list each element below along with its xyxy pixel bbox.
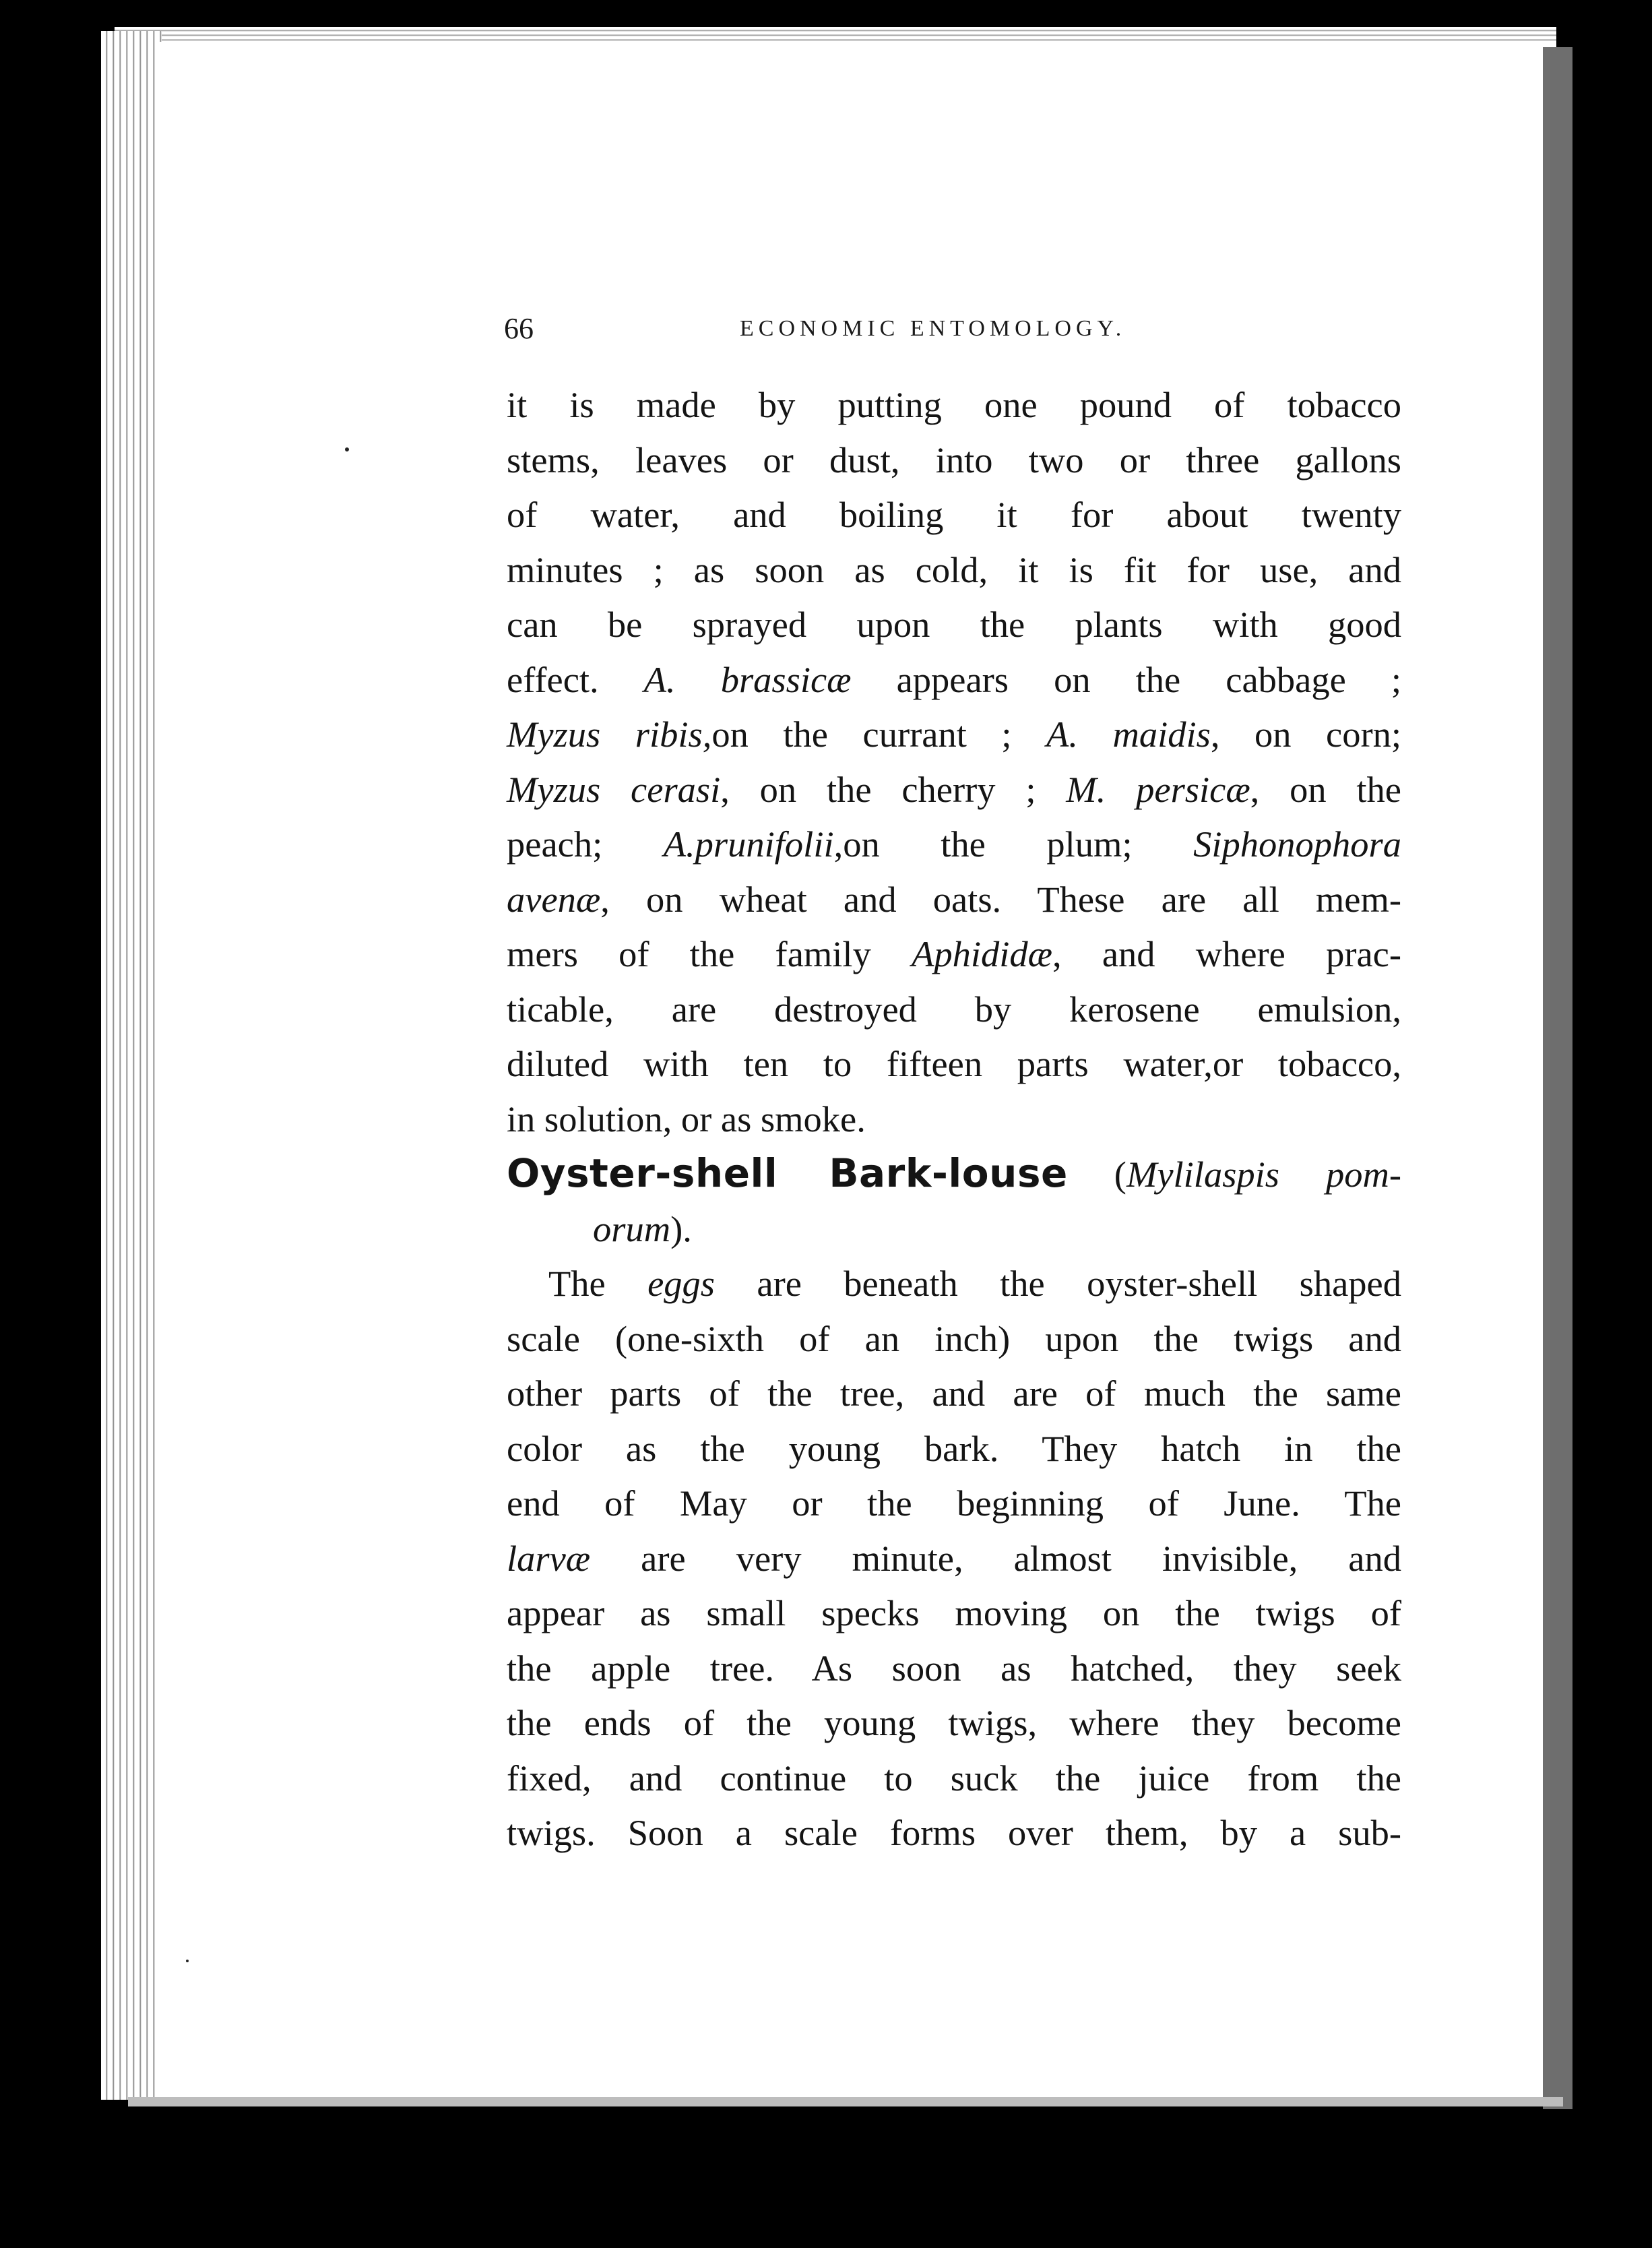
text-segment: appear as small specks moving on the twigs of [507,1592,1401,1633]
text-line [507,433,1401,488]
text-segment: are very minute, almost invisible, and [590,1537,1401,1579]
page-text [507,377,1401,1861]
paragraph-oyster-shell [507,1256,1401,1861]
italic-text: Myzus ribis, [507,714,712,755]
text-line [507,1366,1401,1421]
italic-text: larvæ [507,1537,591,1579]
italic-text: A.prunifolii [663,823,834,865]
text-segment: it is made by putting one pound of tobacco [507,384,1401,425]
text-line [507,1641,1401,1696]
page-bottom-edge [128,2097,1563,2106]
text-line [507,927,1401,982]
paragraph-tobacco-wash [507,377,1401,1146]
text-line [507,1751,1401,1806]
text-segment: diluted with ten to fifteen parts water,or tobacco, [507,1043,1401,1084]
text-segment: other parts of the tree, and are of much the same [507,1373,1401,1414]
section-heading-paren-open: ( [1067,1154,1126,1195]
text-segment: color as the young bark. They hatch in the [507,1427,1401,1469]
italic-text: A. brassicæ [643,658,852,700]
page-number: 66 [504,312,534,345]
text-segment: , on the cherry ; [720,768,1067,810]
text-segment: The [548,1263,648,1304]
page-stack-left-edge [101,31,162,2100]
italic-text: eggs [647,1263,716,1304]
text-segment: in solution, or as smoke. [507,1098,866,1139]
text-line [507,652,1401,708]
text-line [507,597,1401,652]
text-segment: ,on the plum; [833,823,1194,865]
dust-speck [345,447,349,451]
text-segment: mers of the family [507,933,912,974]
text-line [507,982,1401,1037]
dust-speck [186,1960,189,1962]
text-segment: on the currant ; [711,714,1047,755]
text-line [507,1421,1401,1476]
text-line [507,1695,1401,1751]
text-segment: peach; [507,823,664,865]
running-head-title: ECONOMIC ENTOMOLOGY. [740,316,1126,341]
italic-text: Myzus cerasi [507,768,721,810]
section-heading-latin-name: Mylilaspis pom- [1126,1154,1401,1195]
text-segment: scale (one-sixth of an inch) upon the twigs and [507,1317,1401,1359]
text-line [507,542,1401,598]
text-segment: twigs. Soon a scale forms over them, by a sub- [507,1812,1401,1853]
text-line [507,487,1401,542]
text-line [507,377,1401,433]
text-line [507,1036,1401,1092]
text-line [507,762,1401,817]
text-segment: appears on the cabbage ; [851,658,1401,700]
text-line [507,1311,1401,1367]
text-line [507,1256,1401,1311]
text-segment: minutes ; as soon as cold, it is fit for use, and [507,549,1401,590]
text-segment: end of May or the beginning of June. The [507,1482,1401,1524]
text-segment: , on corn; [1210,714,1401,755]
text-segment: , and where prac- [1052,933,1401,974]
section-heading-latin-name-end: orum [593,1208,671,1249]
italic-text: M. persicæ [1066,768,1250,810]
italic-text: avenæ [507,878,601,920]
text-line [507,872,1401,927]
italic-text: Aphididæ [912,933,1052,974]
text-segment: the apple tree. As soon as hatched, they seek [507,1647,1401,1689]
text-segment: fixed, and continue to suck the juice from the [507,1757,1401,1799]
text-segment: can be sprayed upon the plants with good [507,604,1401,645]
text-segment: ticable, are destroyed by kerosene emulsion, [507,988,1401,1030]
text-line [507,1531,1401,1586]
section-heading [507,1146,1401,1201]
section-heading-paren-close: ). [670,1208,692,1249]
text-line [507,1805,1401,1861]
text-line [507,1586,1401,1641]
text-line [507,707,1401,762]
text-segment: effect. [507,658,644,700]
text-segment: are beneath the oyster-shell shaped [715,1263,1401,1304]
text-segment: , on wheat and oats. These are all mem- [600,878,1401,920]
running-head [504,309,1401,349]
section-heading-title: Oyster-shell Bark-louse [507,1150,1068,1196]
text-segment: , on the [1250,768,1401,810]
text-segment: stems, leaves or dust, into two or three gallons [507,439,1401,480]
book-gutter-shadow [1543,47,1572,2109]
text-line [507,817,1401,872]
section-heading-continuation [507,1201,1401,1257]
italic-text: Siphonophora [1193,823,1401,865]
text-line [507,1476,1401,1531]
text-segment: of water, and boiling it for about twenty [507,494,1401,535]
text-line [507,1092,1401,1147]
italic-text: A. maidis [1046,714,1211,755]
text-segment: the ends of the young twigs, where they become [507,1702,1401,1743]
